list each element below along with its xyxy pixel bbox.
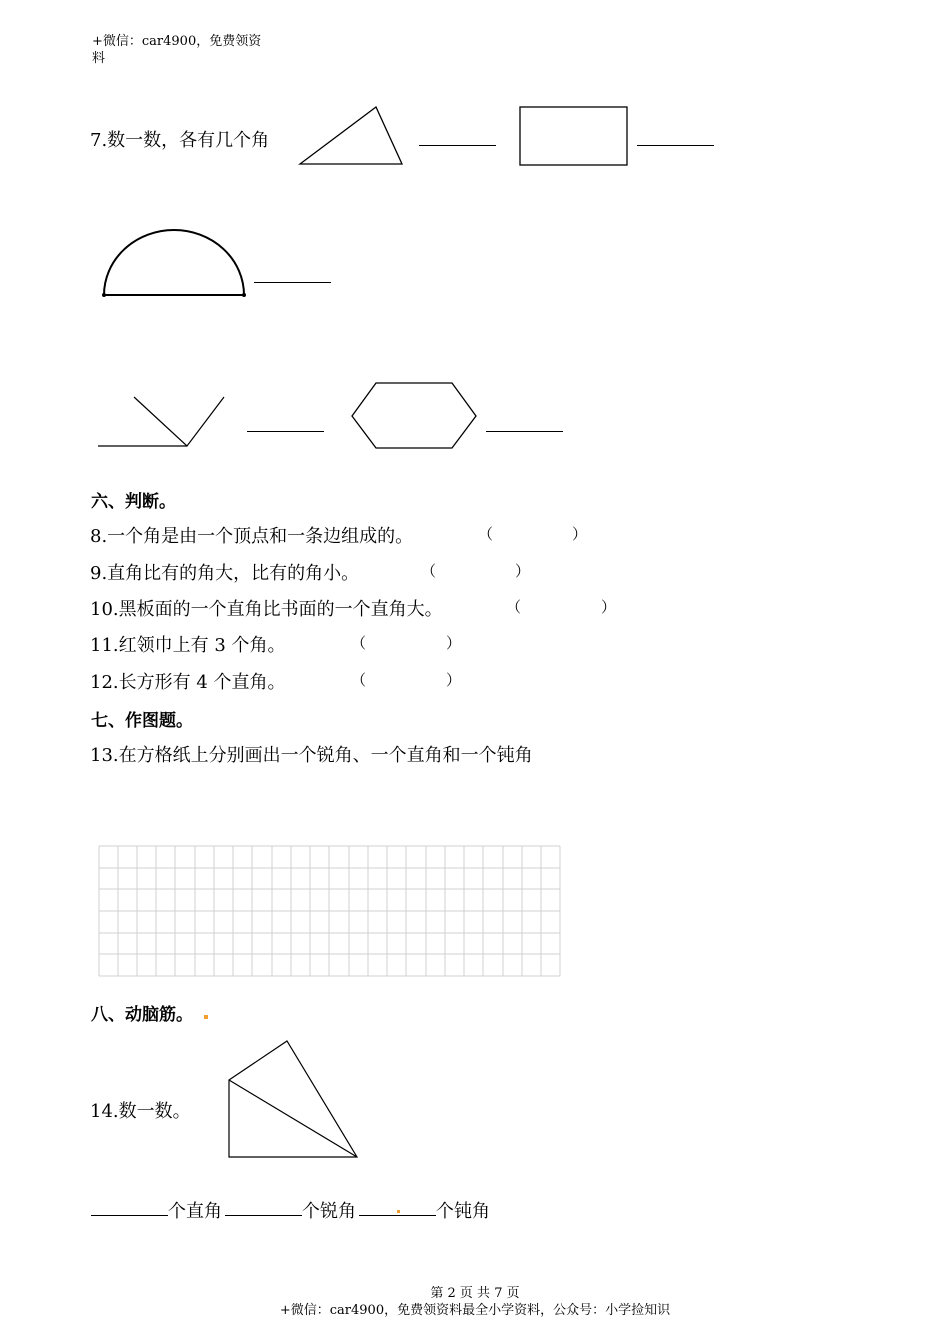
hexagon-figure: [352, 383, 476, 448]
section-draw-heading: 七、作图题。: [91, 711, 193, 731]
judge-item-12: 12.长方形有 4 个直角。: [90, 672, 286, 693]
judge-item-10: 10.黑板面的一个直角比书面的一个直角大。: [90, 599, 443, 620]
rectangle-figure: [520, 107, 627, 165]
page-number: 第 2 页 共 7 页: [430, 1286, 520, 1301]
label-acute-angle: 个锐角: [302, 1201, 356, 1222]
answer-blank-v-shape[interactable]: [247, 431, 324, 432]
accent-dot: [204, 1015, 208, 1019]
judge-item-8: 8.一个角是由一个顶点和一条边组成的。: [90, 526, 414, 547]
semicircle-figure: [104, 230, 244, 295]
question-14: 14.数一数。: [90, 1101, 191, 1122]
label-right-angle: 个直角: [168, 1201, 222, 1222]
question-13: 13.在方格纸上分别画出一个锐角、一个直角和一个钝角: [90, 745, 533, 766]
paren-open: （: [506, 598, 522, 616]
paren-close: ）: [572, 525, 588, 543]
header-watermark-line2: 料: [92, 51, 106, 66]
answer-blank-hexagon[interactable]: [486, 431, 563, 432]
section-brain-heading: 八、动脑筋。: [91, 1005, 193, 1025]
answer-blank-semicircle[interactable]: [254, 282, 331, 283]
q14-figure: [229, 1041, 357, 1157]
accent-dot: [397, 1210, 400, 1213]
triangle-figure: [300, 107, 402, 164]
judge-item-9: 9.直角比有的角大，比有的角小。: [90, 563, 360, 584]
paren-close: ）: [446, 671, 462, 689]
header-watermark-line1: +微信：car4900，免费领资: [92, 34, 262, 49]
question-7: 7.数一数，各有几个角: [90, 130, 270, 151]
paren-open: （: [351, 634, 367, 652]
answer-blank-rectangle[interactable]: [637, 145, 714, 146]
answer-blank-obtuse[interactable]: [359, 1215, 436, 1216]
label-obtuse-angle: 个钝角: [436, 1201, 490, 1222]
paren-open: （: [421, 562, 437, 580]
footer-watermark: +微信：car4900，免费领资料最全小学资料，公众号：小学捡知识: [279, 1303, 671, 1318]
answer-blank-right[interactable]: [91, 1215, 168, 1216]
paren-close: ）: [515, 562, 531, 580]
paren-open: （: [478, 525, 494, 543]
answer-blank-acute[interactable]: [225, 1215, 302, 1216]
grid-paper: [99, 846, 560, 976]
judge-item-11: 11.红领巾上有 3 个角。: [90, 635, 286, 656]
section-judge-heading: 六、判断。: [91, 492, 176, 512]
paren-close: ）: [601, 598, 617, 616]
answer-blank-triangle[interactable]: [419, 145, 496, 146]
paren-close: ）: [446, 634, 462, 652]
paren-open: （: [351, 671, 367, 689]
